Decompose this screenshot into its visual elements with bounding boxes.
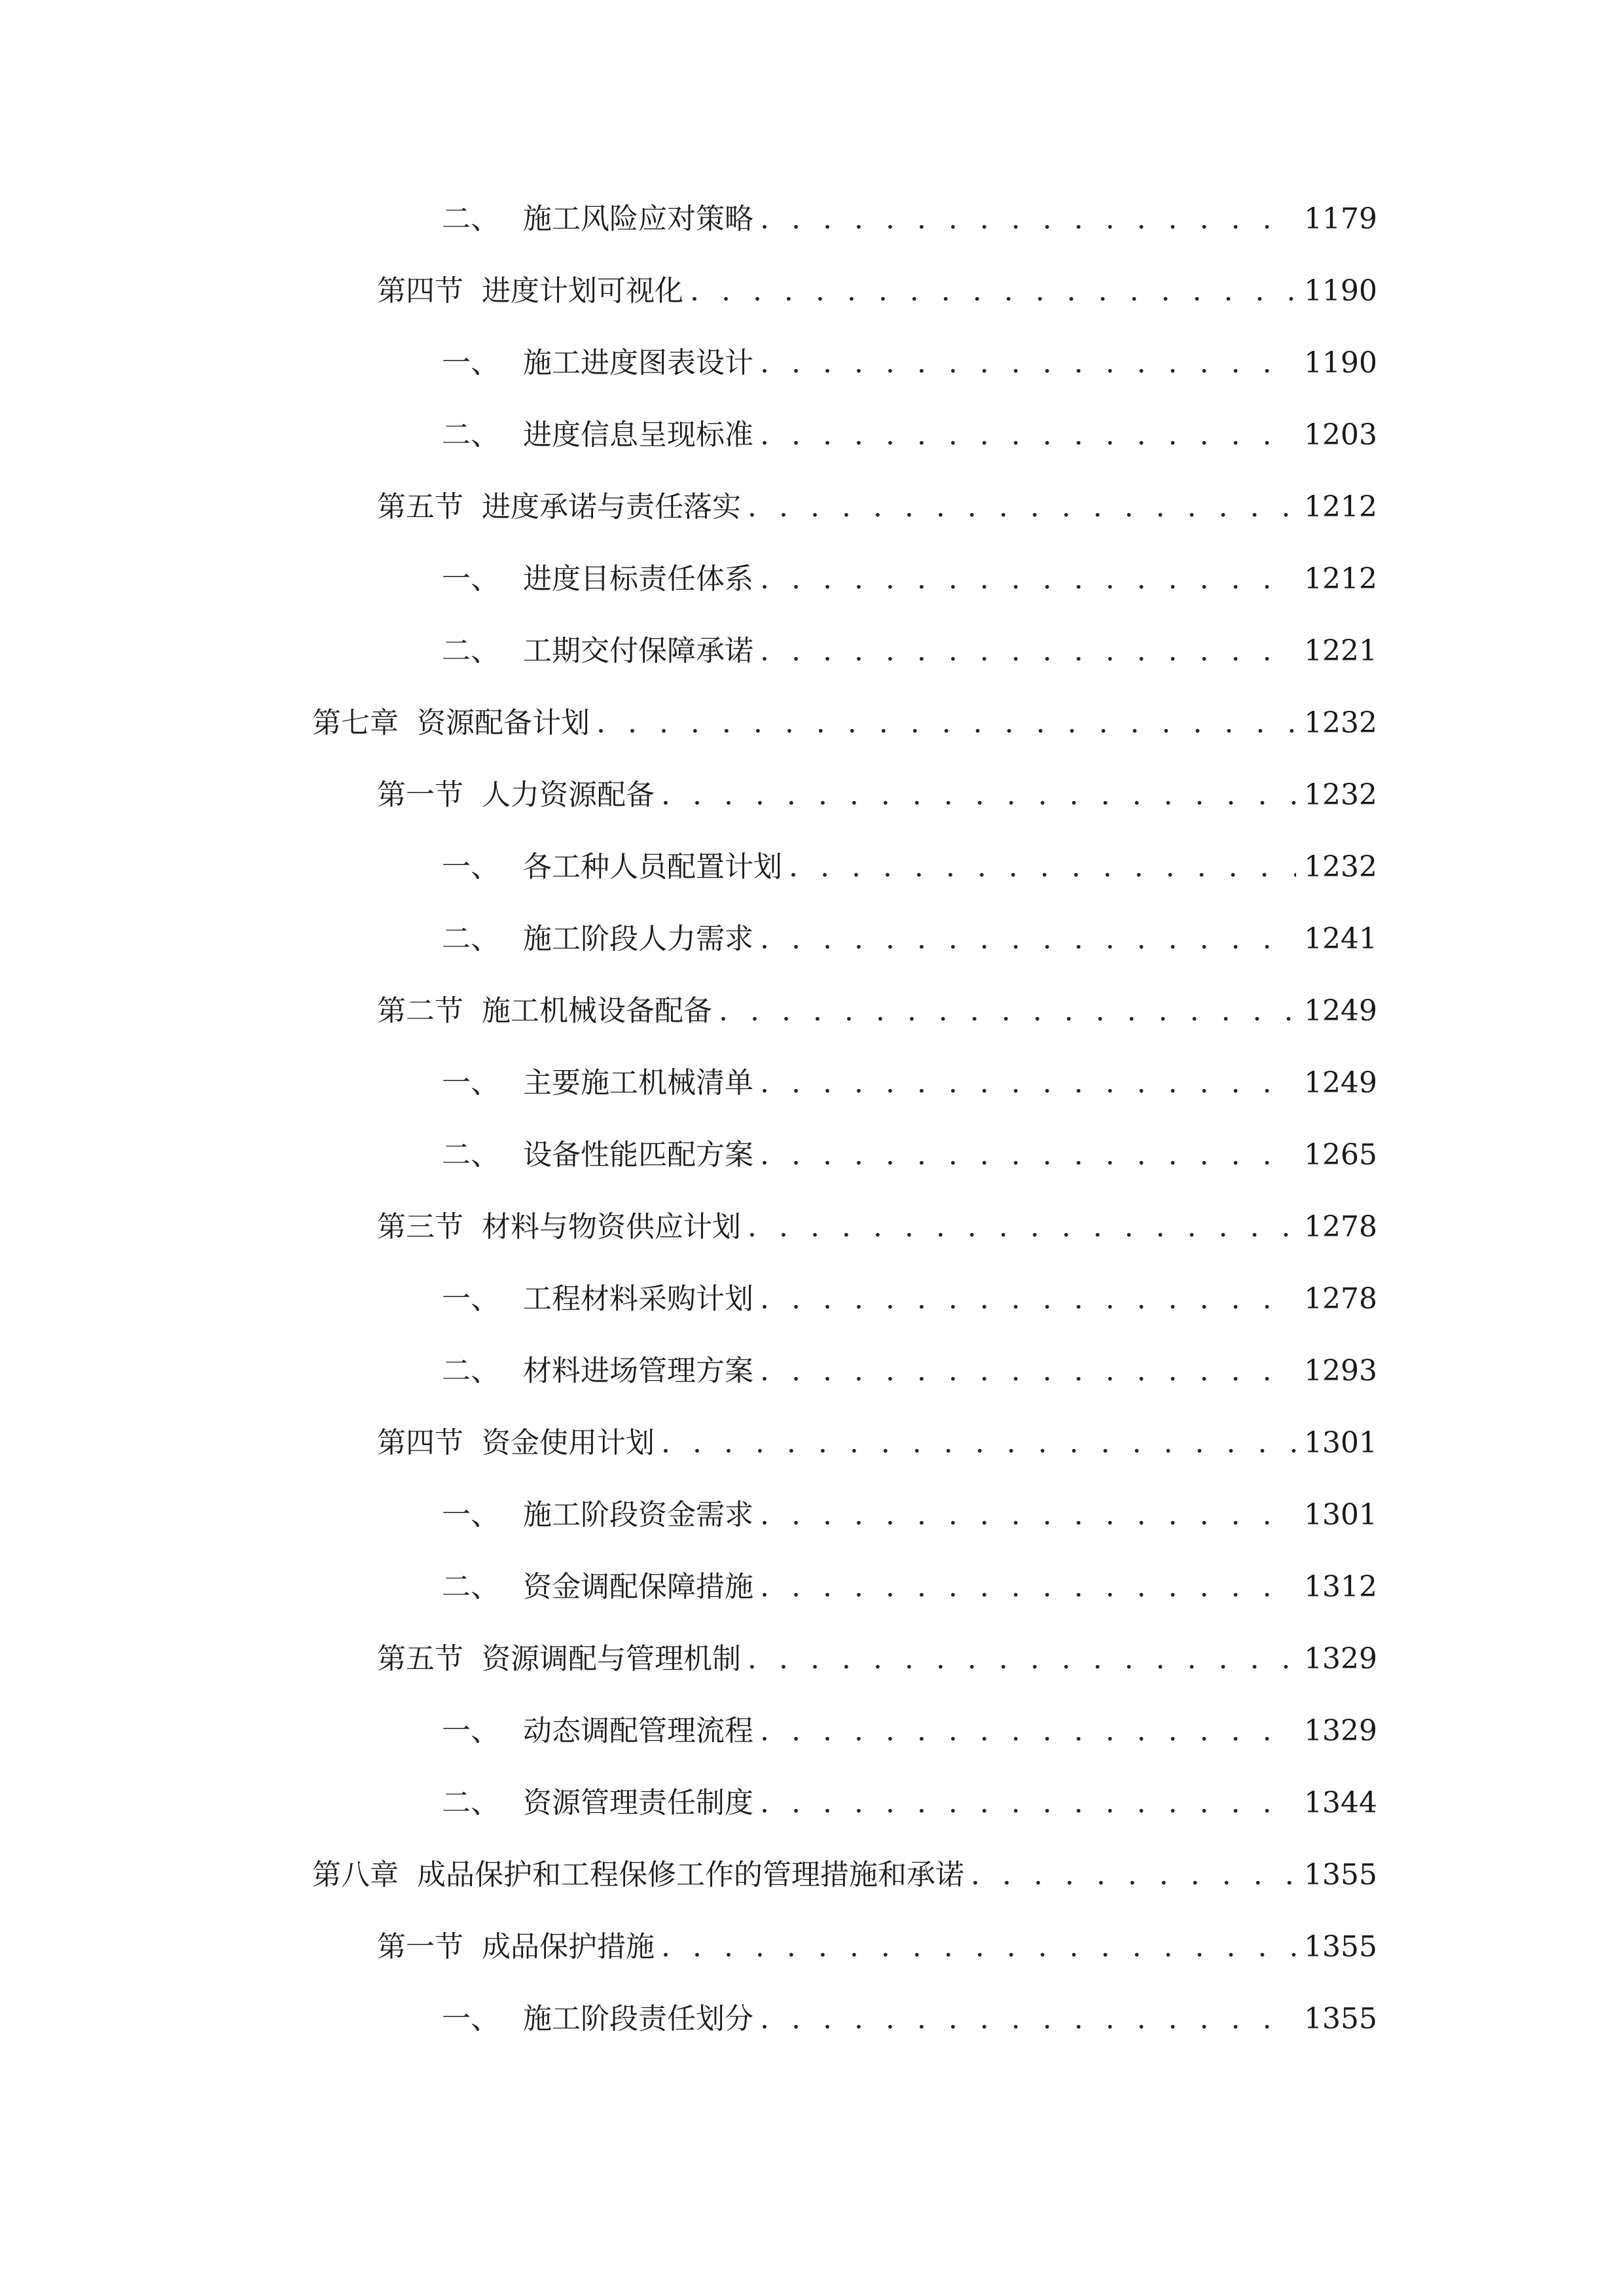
toc-entry-title: 进度信息呈现标准: [523, 418, 753, 452]
toc-entry-page: 1344: [1304, 1786, 1377, 1820]
toc-entry[interactable]: [442, 1060, 1377, 1106]
toc-entry-title: 材料进场管理方案: [523, 1354, 753, 1388]
toc-entry-number: 二、: [442, 1570, 499, 1604]
toc-entry-page: 1265: [1304, 1138, 1377, 1172]
toc-entry-number: 二、: [442, 418, 499, 452]
toc-entry-title: 材料与物资供应计划: [482, 1210, 741, 1244]
toc-entry-page: 1355: [1304, 2002, 1377, 2036]
toc-entry-page: 1221: [1304, 634, 1377, 668]
toc-entry[interactable]: [312, 700, 1377, 746]
toc-entry-page: 1212: [1304, 490, 1377, 524]
toc-entry-title: 动态调配管理流程: [523, 1714, 753, 1748]
toc-entry-number: 一、: [442, 346, 499, 380]
toc-entry[interactable]: [442, 1276, 1377, 1322]
dot-leader: [760, 1996, 1296, 2042]
toc-entry-number: 一、: [442, 850, 499, 884]
toc-entry-page: 1278: [1304, 1282, 1377, 1316]
toc-entry[interactable]: [377, 1204, 1377, 1250]
toc-entry-page: 1301: [1304, 1426, 1377, 1460]
toc-entry-page: 1190: [1304, 346, 1377, 380]
toc-entry-number: 一、: [442, 2002, 499, 2036]
dot-leader: [971, 1852, 1296, 1898]
toc-entry-number: 一、: [442, 1282, 499, 1316]
dot-leader: [760, 1132, 1296, 1178]
toc-entry-title: 资源调配与管理机制: [482, 1642, 741, 1676]
toc-entry-page: 1179: [1304, 202, 1377, 236]
dot-leader: [690, 268, 1296, 314]
dot-leader: [760, 412, 1296, 458]
toc-entry[interactable]: [442, 1348, 1377, 1394]
toc-entry-page: 1232: [1304, 850, 1377, 884]
toc-entry[interactable]: [442, 844, 1377, 890]
toc-entry-title: 施工阶段人力需求: [523, 922, 753, 956]
toc-entry[interactable]: [442, 1708, 1377, 1754]
toc-entry-page: 1232: [1304, 706, 1377, 740]
dot-leader: [661, 772, 1296, 818]
toc-entry[interactable]: [312, 1852, 1377, 1898]
toc-entry-number: 二、: [442, 634, 499, 668]
toc-entry-number: 二、: [442, 1354, 499, 1388]
dot-leader: [760, 628, 1296, 674]
dot-leader: [748, 484, 1296, 530]
toc-entry-page: 1329: [1304, 1642, 1377, 1676]
toc-entry-page: 1355: [1304, 1930, 1377, 1964]
toc-entry-page: 1249: [1304, 994, 1377, 1028]
toc-entry-title: 成品保护和工程保修工作的管理措施和承诺: [417, 1858, 964, 1892]
toc-entry-page: 1212: [1304, 562, 1377, 596]
toc-entry-title: 人力资源配备: [482, 778, 655, 812]
toc-entry-number: 第一节: [377, 778, 463, 812]
dot-leader: [789, 844, 1296, 890]
dot-leader: [760, 1780, 1296, 1826]
dot-leader: [760, 1492, 1296, 1538]
toc-entry-page: 1278: [1304, 1210, 1377, 1244]
toc-entry-title: 设备性能匹配方案: [523, 1138, 753, 1172]
toc-entry-page: 1312: [1304, 1570, 1377, 1604]
toc-entry-number: 二、: [442, 1786, 499, 1820]
toc-entry-title: 资金使用计划: [482, 1426, 655, 1460]
dot-leader: [748, 1204, 1296, 1250]
toc-entry[interactable]: [377, 1924, 1377, 1970]
toc-entry-number: 一、: [442, 1714, 499, 1748]
toc-entry-page: 1241: [1304, 922, 1377, 956]
toc-entry-number: 一、: [442, 562, 499, 596]
dot-leader: [596, 700, 1296, 746]
toc-entry[interactable]: [442, 916, 1377, 962]
dot-leader: [760, 196, 1296, 242]
toc-entry-page: 1232: [1304, 778, 1377, 812]
toc-entry[interactable]: [442, 1564, 1377, 1610]
dot-leader: [760, 1276, 1296, 1322]
toc-entry[interactable]: [377, 268, 1377, 314]
dot-leader: [760, 1708, 1296, 1754]
toc-entry[interactable]: [377, 1636, 1377, 1682]
toc-entry-number: 第七章: [312, 706, 399, 740]
toc-entry-number: 二、: [442, 922, 499, 956]
dot-leader: [760, 916, 1296, 962]
dot-leader: [719, 988, 1296, 1034]
toc-entry-page: 1203: [1304, 418, 1377, 452]
toc-entry-title: 各工种人员配置计划: [523, 850, 782, 884]
toc-entry[interactable]: [442, 1132, 1377, 1178]
toc-entry-number: 第一节: [377, 1930, 463, 1964]
toc-entry-title: 施工机械设备配备: [482, 994, 712, 1028]
toc-entry-number: 第五节: [377, 490, 463, 524]
toc-entry[interactable]: [442, 412, 1377, 458]
toc-entry-number: 一、: [442, 1498, 499, 1532]
toc-entry-title: 资源配备计划: [417, 706, 590, 740]
toc-entry-title: 资金调配保障措施: [523, 1570, 753, 1604]
toc-entry-title: 资源管理责任制度: [523, 1786, 753, 1820]
dot-leader: [760, 1060, 1296, 1106]
toc-entry-page: 1301: [1304, 1498, 1377, 1532]
toc-entry[interactable]: [377, 484, 1377, 530]
toc-entry[interactable]: [442, 196, 1377, 242]
toc-entry-number: 第八章: [312, 1858, 399, 1892]
toc-entry-title: 工期交付保障承诺: [523, 634, 753, 668]
toc-entry-title: 进度计划可视化: [482, 274, 683, 308]
toc-entry-title: 进度承诺与责任落实: [482, 490, 741, 524]
toc-entry[interactable]: [377, 772, 1377, 818]
toc-entry-title: 施工进度图表设计: [523, 346, 753, 380]
toc-entry-page: 1293: [1304, 1354, 1377, 1388]
toc-entry-title: 施工阶段责任划分: [523, 2002, 753, 2036]
toc-entry-number: 第四节: [377, 1426, 463, 1460]
dot-leader: [760, 340, 1296, 386]
toc-entry-title: 进度目标责任体系: [523, 562, 753, 596]
toc-entry[interactable]: [442, 556, 1377, 602]
toc-entry-page: 1355: [1304, 1858, 1377, 1892]
dot-leader: [661, 1924, 1296, 1970]
toc-entry-page: 1249: [1304, 1066, 1377, 1100]
toc-entry-number: 一、: [442, 1066, 499, 1100]
toc-entry-page: 1329: [1304, 1714, 1377, 1748]
toc-entry-title: 成品保护措施: [482, 1930, 655, 1964]
toc-entry[interactable]: [377, 1420, 1377, 1466]
toc-entry[interactable]: [442, 628, 1377, 674]
toc-entry[interactable]: [442, 1996, 1377, 2042]
toc-entry-title: 工程材料采购计划: [523, 1282, 753, 1316]
toc-entry-title: 主要施工机械清单: [523, 1066, 753, 1100]
toc-entry-number: 第四节: [377, 274, 463, 308]
dot-leader: [760, 556, 1296, 602]
dot-leader: [748, 1636, 1296, 1682]
toc-entry-title: 施工阶段资金需求: [523, 1498, 753, 1532]
toc-entry[interactable]: [442, 340, 1377, 386]
toc-entry-number: 第五节: [377, 1642, 463, 1676]
toc-entry[interactable]: [377, 988, 1377, 1034]
toc-entry[interactable]: [442, 1780, 1377, 1826]
toc-entry-number: 二、: [442, 1138, 499, 1172]
toc-entry[interactable]: [442, 1492, 1377, 1538]
toc-entry-number: 第三节: [377, 1210, 463, 1244]
toc-entry-page: 1190: [1304, 274, 1377, 308]
dot-leader: [760, 1564, 1296, 1610]
dot-leader: [760, 1348, 1296, 1394]
toc-entry-number: 二、: [442, 202, 499, 236]
dot-leader: [661, 1420, 1296, 1466]
toc-entry-title: 施工风险应对策略: [523, 202, 753, 236]
toc-entry-number: 第二节: [377, 994, 463, 1028]
